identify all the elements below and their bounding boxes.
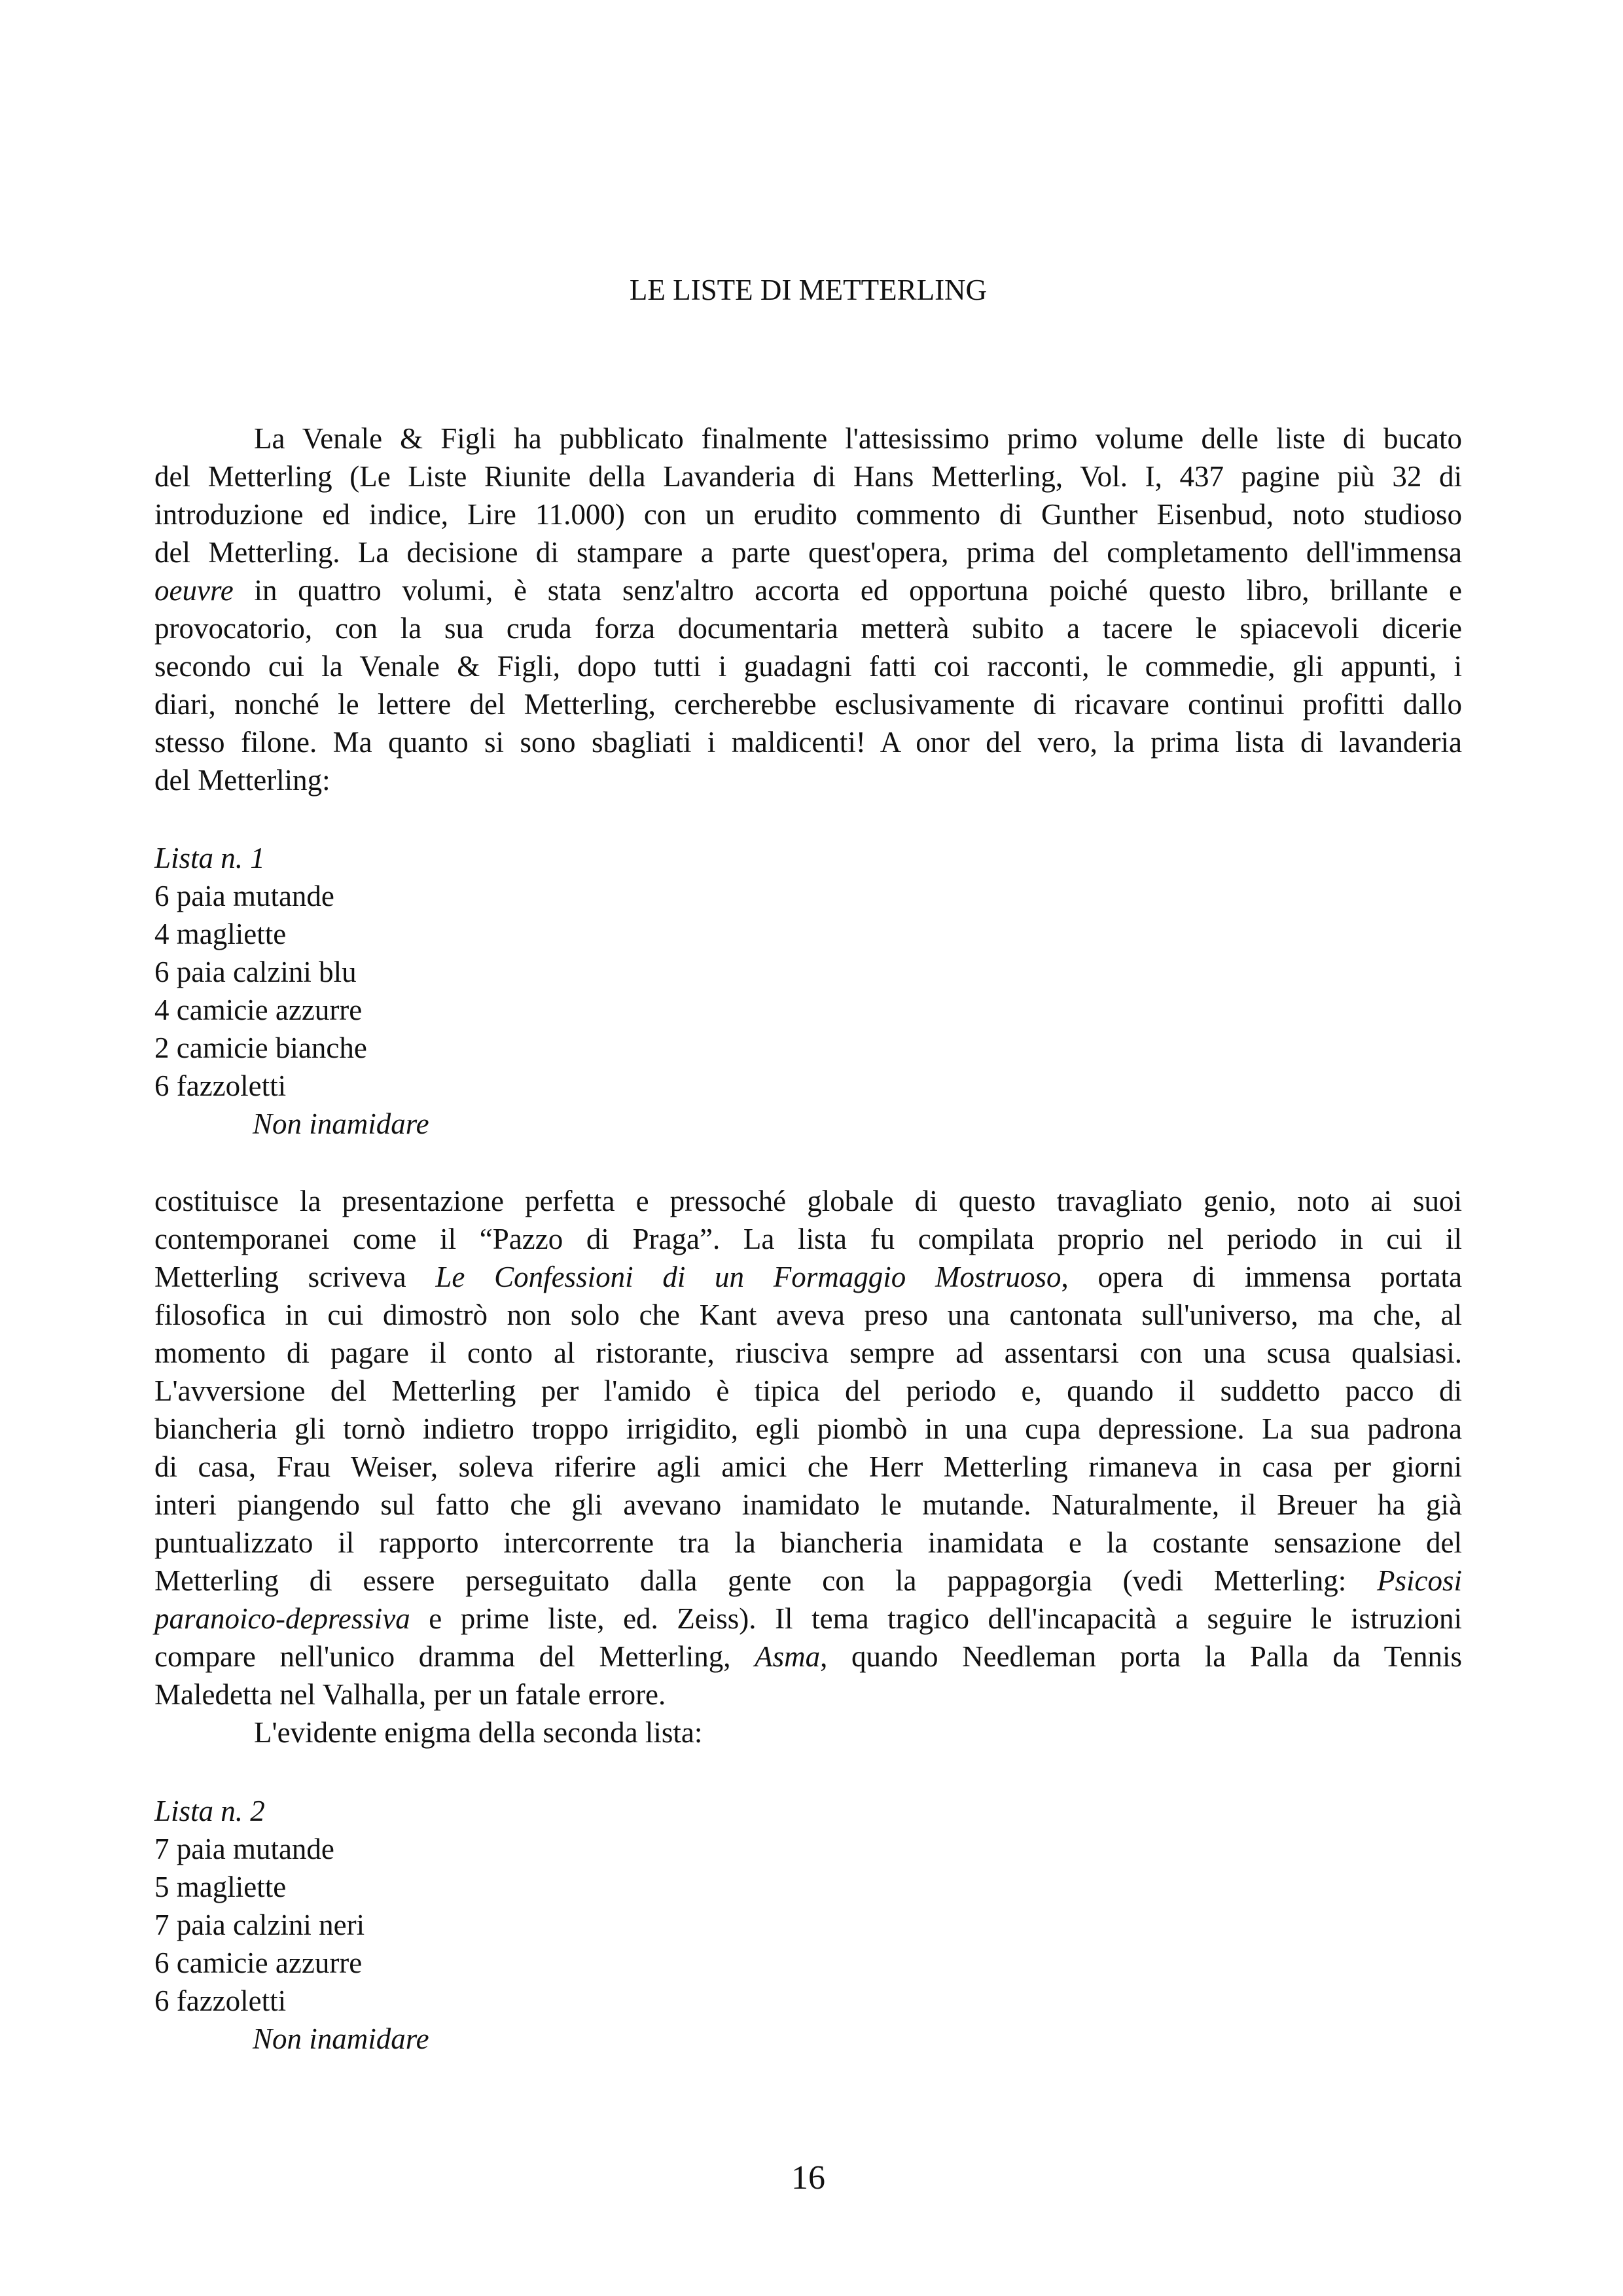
text-line: La Venale & Figli ha pubblicato finalmente l'attesissimo primo volume delle liste di bucato (254, 422, 1462, 455)
text-line: stesso filone. Ma quanto si sono sbagliati i maldicenti! A onor del vero, la prima lista di lavanderia (154, 726, 1462, 759)
text-line: diari, nonché le lettere del Metterling, cercherebbe esclusivamente di ricavare continui profitti dallo (154, 688, 1462, 721)
text-line: L'avversione del Metterling per l'amido è tipica del periodo e, quando il suddetto pacco di (154, 1374, 1462, 1407)
page-number: 16 (791, 2159, 825, 2197)
list-item: 6 fazzoletti (154, 1069, 287, 1102)
list-note: Non inamidare (253, 2022, 429, 2055)
list-item: 6 paia mutande (154, 880, 334, 912)
text-line (154, 1258, 1462, 1296)
text-line: biancheria gli tornò indietro troppo irrigidito, egli piombò in una cupa depressione. La sua padrona (154, 1412, 1462, 1445)
list-heading: Lista n. 1 (154, 842, 265, 874)
text-line: puntualizzato il rapporto intercorrente tra la biancheria inamidata e la costante sensazione del (154, 1526, 1462, 1559)
laundry-list-1 (154, 839, 940, 1143)
body-paragraph (154, 1182, 1462, 1751)
text-span: , opera di immensa portata (1061, 1261, 1463, 1293)
text-span: e prime liste, ed. Zeiss). Il tema tragico dell'incapacità a seguire le istruzioni (429, 1602, 1462, 1635)
text-line (154, 1638, 1462, 1676)
list-item: 6 paia calzini blu (154, 956, 357, 988)
text-span: compare nell'unico dramma del Metterling, (154, 1640, 731, 1673)
laundry-list-2 (154, 1792, 940, 2058)
italic-word: oeuvre (154, 574, 234, 607)
list-item: 4 magliette (154, 918, 287, 950)
intro-paragraph (154, 420, 1462, 799)
list-item: 5 magliette (154, 1871, 287, 1903)
italic-title: Le Confessioni di un Formaggio Mostruoso (435, 1261, 1061, 1293)
text-line: del Metterling: (154, 764, 330, 797)
text-line: provocatorio, con la sua cruda forza documentaria metterà subito a tacere le spiacevoli dicerie (154, 612, 1462, 645)
list-item: 7 paia mutande (154, 1833, 334, 1865)
text-line: interi piangendo sul fatto che gli avevano inamidato le mutande. Naturalmente, il Breuer ha già (154, 1488, 1462, 1521)
text-line: L'evidente enigma della seconda lista: (254, 1716, 703, 1749)
text-span: Metterling scriveva (154, 1261, 406, 1293)
italic-title: Psicosi (1377, 1564, 1463, 1597)
text-line: momento di pagare il conto al ristorante, riusciva sempre ad assentarsi con una scusa qualsiasi. (154, 1336, 1462, 1369)
text-line: costituisce la presentazione perfetta e pressoché globale di questo travagliato genio, noto ai suoi (154, 1185, 1462, 1217)
text-line (154, 1600, 1462, 1638)
document-page (154, 0, 1462, 2296)
text-line (154, 1562, 1462, 1600)
list-heading: Lista n. 2 (154, 1795, 265, 1827)
text-line: introduzione ed indice, Lire 11.000) con un erudito commento di Gunther Eisenbud, noto studioso (154, 498, 1462, 531)
text-line: contemporanei come il “Pazzo di Praga”. La lista fu compilata proprio nel periodo in cui il (154, 1223, 1462, 1255)
text-line (154, 571, 1462, 609)
list-note: Non inamidare (253, 1107, 429, 1140)
italic-title: paranoico-depressiva (154, 1602, 410, 1635)
text-span: , quando Needleman porta la Palla da Tennis (820, 1640, 1463, 1673)
text-line: del Metterling. La decisione di stampare a parte quest'opera, prima del completamento dell'immensa (154, 536, 1462, 569)
list-item: 6 fazzoletti (154, 1984, 287, 2017)
list-item: 4 camicie azzurre (154, 994, 363, 1026)
list-item: 7 paia calzini neri (154, 1909, 365, 1941)
page-title: LE LISTE DI METTERLING (629, 274, 988, 306)
italic-title: Asma (755, 1640, 821, 1673)
text-span: Metterling di essere perseguitato dalla gente con la pappagorgia (vedi Metterling: (154, 1564, 1347, 1597)
text-line: del Metterling (Le Liste Riunite della Lavanderia di Hans Metterling, Vol. I, 437 pagine più 32 di (154, 460, 1462, 493)
text-line: filosofica in cui dimostrò non solo che Kant aveva preso una cantonata sull'universo, ma che, al (154, 1299, 1462, 1331)
text-span: in quattro volumi, è stata senz'altro accorta ed opportuna poiché questo libro, brillante e (254, 574, 1462, 607)
list-item: 6 camicie azzurre (154, 1946, 363, 1979)
text-line: Maledetta nel Valhalla, per un fatale errore. (154, 1678, 666, 1711)
text-line: secondo cui la Venale & Figli, dopo tutti i guadagni fatti coi racconti, le commedie, gli appunti, i (154, 650, 1462, 683)
list-item: 2 camicie bianche (154, 1031, 367, 1064)
text-line: di casa, Frau Weiser, soleva riferire agli amici che Herr Metterling rimaneva in casa per giorni (154, 1450, 1462, 1483)
